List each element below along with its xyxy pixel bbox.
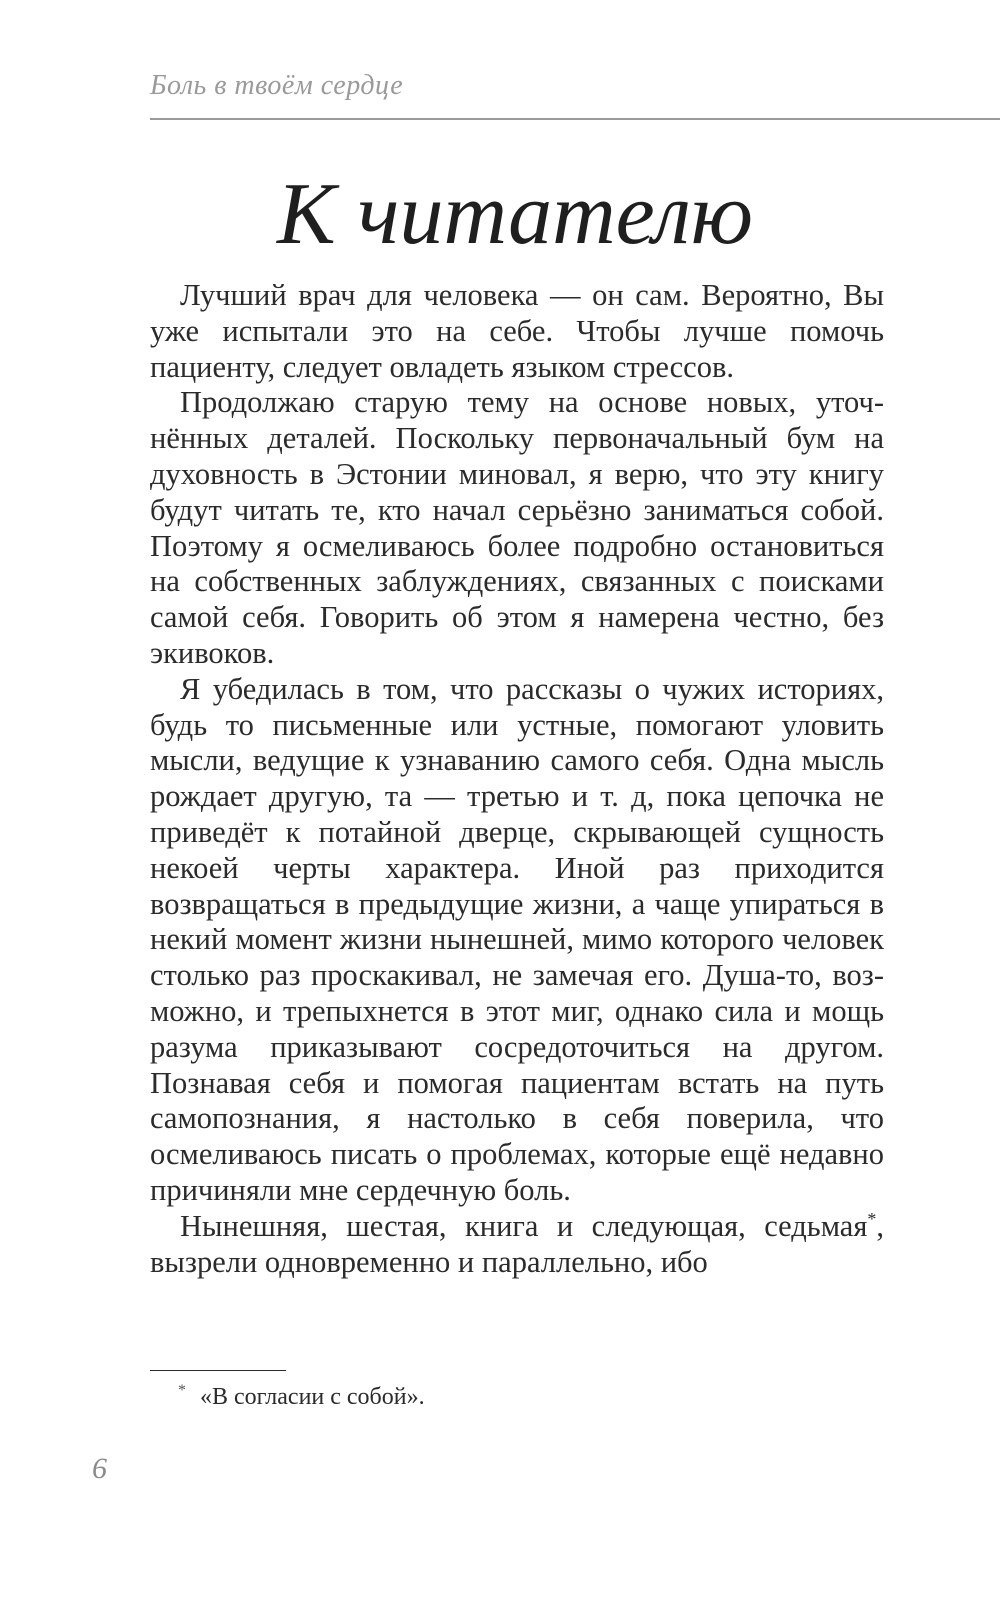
page-number: 6 <box>92 1452 107 1485</box>
header-rule <box>150 118 1000 120</box>
paragraph <box>150 1209 884 1281</box>
paragraph-text: , вызрели одновременно и параллельно, ибо <box>150 1208 884 1279</box>
footnote-rule <box>150 1370 286 1371</box>
running-head: Боль в твоём сердце <box>150 70 404 101</box>
footnote-text: «В согласии с собой». <box>200 1384 425 1410</box>
footnote <box>178 1382 425 1411</box>
paragraph: Лучший врач для человека — он сам. Вероятно, Вы уже испытали это на себе. Чтобы лучше помочь пациенту, следует овладеть языком стрессов. <box>150 278 884 384</box>
footnote-mark: * <box>178 1382 186 1399</box>
footnote-reference: * <box>867 1208 877 1229</box>
paragraph-text: Нынешняя, шестая, книга и следующая, седьмая <box>180 1208 868 1243</box>
paragraph: Продолжаю старую тему на основе новых, уточнённых деталей. Поскольку первоначальный бум на духовность в Эстонии миновал, я верю, что эту книгу будут читать те, кто начал серьёзно заниматься собой. Поэтому я осмеливаюсь более подробно остановиться на собственных заблуждениях, связанных с поисками самой себя. Говорить об этом я намерена честно, без экивоков. <box>150 385 884 670</box>
body-text <box>150 278 884 1280</box>
paragraph: Я убедилась в том, что рассказы о чужих историях, будь то письменные или устные, помогают уловить мысли, ведущие к узнаванию самого себя. Одна мысль рождает другую, та — третью и т. д, пока цепочка не приведёт к потайной дверце, скрывающей сущность некоей черты характера. Иной раз приходится возвращаться в предыдущие жизни, а чаще упираться в некий момент жизни нынешней, мимо которого человек столько раз проскакивал, не замечая его. Душа-то, возможно, и трепыхнется в этот миг, однако сила и мощь разума приказывают сосредоточиться на другом. Познавая себя и помогая пациентам встать на путь самопознания, я настолько в себя поверила, что осмеливаюсь писать о проблемах, которые ещё недавно причиняли мне сердечную боль. <box>150 671 884 1207</box>
chapter-title: К читателю <box>277 166 753 263</box>
